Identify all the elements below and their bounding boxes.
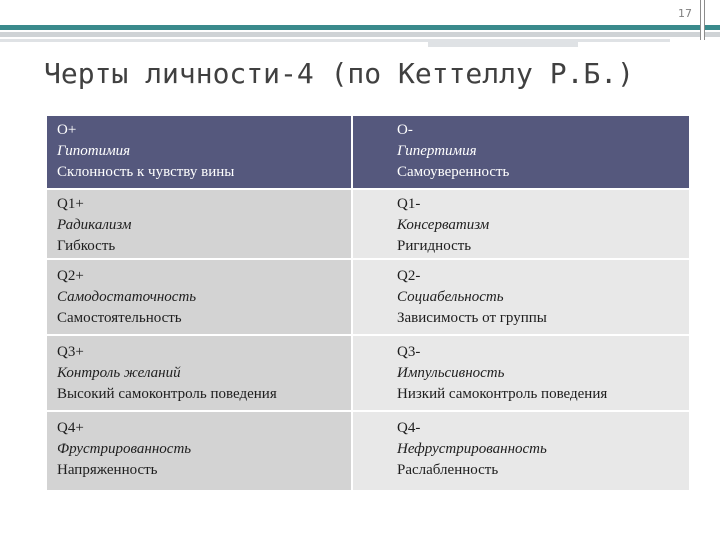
trait-cell-positive — [47, 260, 351, 334]
trait-desc: Зависимость от группы — [397, 310, 547, 326]
traits-table — [47, 116, 689, 490]
table-row — [47, 116, 689, 188]
header-bar-light-right — [578, 39, 670, 42]
trait-cell-negative — [353, 336, 689, 410]
trait-code: Q2- — [397, 268, 421, 284]
header-bar-teal-right — [705, 25, 720, 30]
trait-name: Радикализм — [57, 217, 132, 233]
slide-title: Черты личности-4 (по Кеттеллу Р.Б.) — [44, 57, 635, 90]
header-bar-teal — [0, 25, 700, 30]
table-row — [47, 190, 689, 258]
trait-name: Социабельность — [397, 289, 504, 305]
trait-code: Q1- — [397, 196, 421, 212]
trait-cell-positive — [47, 116, 351, 188]
table-row — [47, 336, 689, 410]
trait-name: Контроль желаний — [57, 365, 181, 381]
trait-cell-negative — [353, 260, 689, 334]
header-bar-light — [0, 39, 428, 42]
trait-name: Импульсивность — [397, 365, 505, 381]
trait-desc: Самоуверенность — [397, 164, 510, 180]
trait-cell-positive — [47, 412, 351, 490]
trait-cell-negative — [353, 412, 689, 490]
trait-code: Q4+ — [57, 420, 84, 436]
trait-name: Гипертимия — [397, 143, 477, 159]
trait-desc: Самостоятельность — [57, 310, 182, 326]
trait-cell-negative — [353, 116, 689, 188]
trait-cell-positive — [47, 336, 351, 410]
trait-desc: Напряженность — [57, 462, 158, 478]
trait-code: Q3+ — [57, 344, 84, 360]
trait-code: Q4- — [397, 420, 421, 436]
header-bar-grey — [0, 32, 700, 37]
trait-code: Q3- — [397, 344, 421, 360]
table-row — [47, 412, 689, 490]
trait-name: Самодостаточность — [57, 289, 197, 305]
header-bar-light-mid — [428, 39, 578, 47]
trait-name: Консерватизм — [397, 217, 490, 233]
trait-desc: Гибкость — [57, 238, 116, 254]
trait-desc: Раслабленность — [397, 462, 499, 478]
trait-code: O- — [397, 122, 413, 138]
slide-number: 17 — [678, 7, 692, 20]
trait-desc: Склонность к чувству вины — [57, 164, 235, 180]
corner-divider-left — [700, 0, 701, 40]
trait-cell-negative — [353, 190, 689, 258]
trait-name: Нефрустрированность — [397, 441, 547, 457]
trait-desc: Низкий самоконтроль поведения — [397, 386, 608, 402]
trait-desc: Ригидность — [397, 238, 472, 254]
trait-cell-positive — [47, 190, 351, 258]
trait-name: Гипотимия — [57, 143, 131, 159]
trait-desc: Высокий самоконтроль поведения — [57, 386, 277, 402]
trait-name: Фрустрированность — [57, 441, 192, 457]
trait-code: O+ — [57, 122, 77, 138]
trait-code: Q1+ — [57, 196, 84, 212]
table-row — [47, 260, 689, 334]
trait-code: Q2+ — [57, 268, 84, 284]
header-bar-grey-right — [705, 32, 720, 37]
